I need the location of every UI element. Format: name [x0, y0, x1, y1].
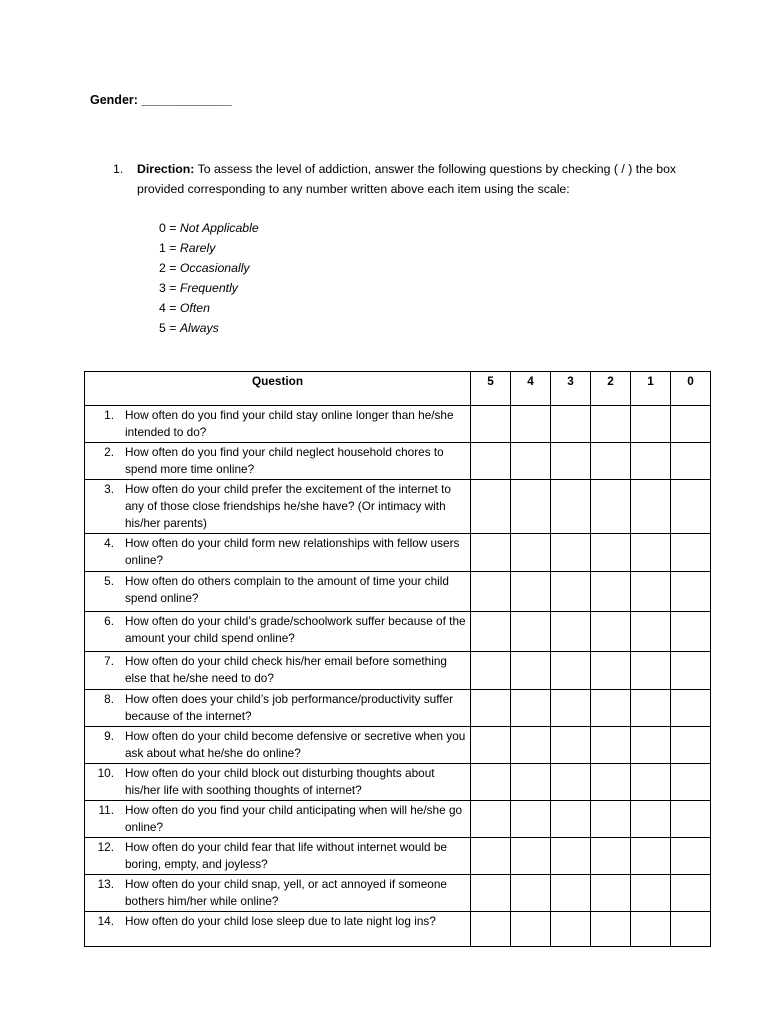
answer-box-3[interactable] [551, 727, 591, 764]
table-header-row [85, 372, 711, 406]
question-cell [85, 534, 471, 572]
question-cell [85, 572, 471, 612]
question-cell [85, 652, 471, 690]
rating-scale [159, 218, 259, 338]
question-number: 8. [104, 692, 114, 706]
answer-box-5[interactable] [471, 764, 511, 801]
answer-box-5[interactable] [471, 727, 511, 764]
answer-box-2[interactable] [591, 652, 631, 690]
scale-label: Frequently [179, 281, 238, 295]
question-text: How often do your child lose sleep due to late night log ins? [125, 914, 436, 928]
answer-box-5[interactable] [471, 838, 511, 875]
answer-box-2[interactable] [591, 912, 631, 947]
scale-item [159, 298, 259, 318]
answer-box-0[interactable] [671, 801, 711, 838]
scale-item [159, 218, 259, 238]
answer-box-3[interactable] [551, 690, 591, 727]
answer-box-1[interactable] [631, 912, 671, 947]
answer-box-4[interactable] [511, 690, 551, 727]
scale-label: Often [179, 301, 210, 315]
question-number: 11. [98, 803, 114, 817]
answer-box-0[interactable] [671, 480, 711, 534]
gender-field [90, 93, 232, 107]
question-cell [85, 875, 471, 912]
direction-number: 1. [113, 162, 124, 176]
question-text: How often does your child’s job performance/productivity suffer because of the internet? [125, 692, 454, 723]
question-cell [85, 912, 471, 947]
answer-box-4[interactable] [511, 406, 551, 443]
direction-lead: Direction: [137, 162, 195, 176]
question-cell [85, 801, 471, 838]
question-number: 7. [104, 654, 114, 668]
table-row [85, 534, 711, 572]
question-text: How often do your child block out disturbing thoughts about his/her life with soothing thoughts of internet? [125, 766, 435, 797]
answer-box-3[interactable] [551, 652, 591, 690]
answer-box-0[interactable] [671, 764, 711, 801]
question-number: 12. [97, 840, 114, 854]
answer-box-1[interactable] [631, 838, 671, 875]
direction-block [113, 159, 683, 199]
answer-box-4[interactable] [511, 572, 551, 612]
scale-label: Always [179, 321, 219, 335]
answer-box-5[interactable] [471, 801, 511, 838]
answer-box-5[interactable] [471, 534, 511, 572]
question-cell [85, 690, 471, 727]
answer-box-2[interactable] [591, 690, 631, 727]
scale-label: Rarely [179, 241, 216, 255]
question-cell [85, 443, 471, 480]
gender-blank[interactable]: _____________ [141, 93, 232, 107]
question-text: How often do your child snap, yell, or act annoyed if someone bothers him/her while online? [125, 877, 447, 908]
header-1: 1 [631, 372, 671, 406]
answer-box-3[interactable] [551, 764, 591, 801]
table-row [85, 727, 711, 764]
answer-box-1[interactable] [631, 690, 671, 727]
question-text: How often do you find your child stay online longer than he/she intended to do? [125, 408, 454, 439]
answer-box-1[interactable] [631, 652, 671, 690]
answer-box-0[interactable] [671, 727, 711, 764]
answer-box-0[interactable] [671, 690, 711, 727]
answer-box-0[interactable] [671, 912, 711, 947]
answer-box-3[interactable] [551, 912, 591, 947]
answer-box-1[interactable] [631, 727, 671, 764]
question-text: How often do your child prefer the excitement of the internet to any of those close friendships he/she have? (Or intimacy with his/her parents) [125, 482, 451, 530]
scale-item [159, 278, 259, 298]
table-row [85, 406, 711, 443]
scale-value: 3 = [159, 281, 180, 295]
answer-box-2[interactable] [591, 838, 631, 875]
question-number: 4. [104, 536, 114, 550]
answer-box-4[interactable] [511, 534, 551, 572]
answer-box-5[interactable] [471, 443, 511, 480]
answer-box-0[interactable] [671, 572, 711, 612]
question-text: How often do your child form new relationships with fellow users online? [125, 536, 460, 567]
answer-box-4[interactable] [511, 443, 551, 480]
answer-box-3[interactable] [551, 838, 591, 875]
question-cell [85, 612, 471, 652]
answer-box-5[interactable] [471, 406, 511, 443]
table-row [85, 480, 711, 534]
answer-box-2[interactable] [591, 875, 631, 912]
question-number: 9. [104, 729, 114, 743]
answer-box-3[interactable] [551, 406, 591, 443]
answer-box-4[interactable] [511, 612, 551, 652]
answer-box-3[interactable] [551, 443, 591, 480]
table-row [85, 912, 711, 947]
table-row [85, 838, 711, 875]
answer-box-4[interactable] [511, 875, 551, 912]
question-number: 3. [104, 482, 114, 496]
answer-box-4[interactable] [511, 838, 551, 875]
answer-box-4[interactable] [511, 912, 551, 947]
answer-box-1[interactable] [631, 801, 671, 838]
question-cell [85, 406, 471, 443]
question-number: 10. [97, 766, 114, 780]
answer-box-2[interactable] [591, 534, 631, 572]
header-2: 2 [591, 372, 631, 406]
scale-value: 2 = [159, 261, 180, 275]
answer-box-2[interactable] [591, 764, 631, 801]
table-row [85, 764, 711, 801]
question-cell [85, 838, 471, 875]
answer-box-0[interactable] [671, 875, 711, 912]
question-text: How often do your child check his/her email before something else that he/she need to do? [125, 654, 447, 685]
question-text: How often do you find your child anticipating when will he/she go online? [125, 803, 463, 834]
question-text: How often do your child’s grade/schoolwork suffer because of the amount your child spend online? [125, 614, 466, 645]
answer-box-0[interactable] [671, 406, 711, 443]
answer-box-5[interactable] [471, 572, 511, 612]
answer-box-5[interactable] [471, 612, 511, 652]
table-row [85, 801, 711, 838]
header-5: 5 [471, 372, 511, 406]
answer-box-0[interactable] [671, 838, 711, 875]
scale-item [159, 318, 259, 338]
answer-box-2[interactable] [591, 572, 631, 612]
header-0: 0 [671, 372, 711, 406]
table-row [85, 572, 711, 612]
question-number: 13. [97, 877, 114, 891]
answer-box-4[interactable] [511, 764, 551, 801]
question-text: How often do you find your child neglect household chores to spend more time online? [125, 445, 444, 476]
scale-value: 5 = [159, 321, 180, 335]
answer-box-1[interactable] [631, 406, 671, 443]
answer-box-4[interactable] [511, 480, 551, 534]
answer-box-1[interactable] [631, 534, 671, 572]
answer-box-4[interactable] [511, 727, 551, 764]
question-cell [85, 727, 471, 764]
answer-box-0[interactable] [671, 443, 711, 480]
answer-box-1[interactable] [631, 764, 671, 801]
answer-box-5[interactable] [471, 912, 511, 947]
direction-body: To assess the level of addiction, answer the following questions by checking ( / ) the box provided corresponding to any number written above each item using the scale: [137, 162, 677, 196]
answer-box-2[interactable] [591, 443, 631, 480]
answer-box-2[interactable] [591, 406, 631, 443]
answer-box-0[interactable] [671, 534, 711, 572]
question-text: How often do your child fear that life without internet would be boring, empty, and joyless? [125, 840, 447, 871]
table-row [85, 612, 711, 652]
question-number: 14. [97, 914, 114, 928]
scale-item [159, 258, 259, 278]
question-number: 2. [104, 445, 114, 459]
answer-box-2[interactable] [591, 801, 631, 838]
header-3: 3 [551, 372, 591, 406]
scale-item [159, 238, 259, 258]
question-table [84, 371, 711, 947]
scale-label: Not Applicable [179, 221, 259, 235]
answer-box-2[interactable] [591, 612, 631, 652]
table-row [85, 652, 711, 690]
answer-box-4[interactable] [511, 652, 551, 690]
question-text: How often do others complain to the amount of time your child spend online? [125, 574, 449, 605]
answer-box-3[interactable] [551, 480, 591, 534]
question-number: 5. [104, 574, 114, 588]
answer-box-4[interactable] [511, 801, 551, 838]
answer-box-5[interactable] [471, 875, 511, 912]
answer-box-1[interactable] [631, 443, 671, 480]
answer-box-3[interactable] [551, 612, 591, 652]
header-4: 4 [511, 372, 551, 406]
scale-value: 1 = [159, 241, 180, 255]
answer-box-2[interactable] [591, 480, 631, 534]
answer-box-3[interactable] [551, 875, 591, 912]
answer-box-0[interactable] [671, 612, 711, 652]
gender-label: Gender: [90, 93, 142, 107]
question-number: 1. [104, 408, 114, 422]
answer-box-3[interactable] [551, 801, 591, 838]
answer-box-3[interactable] [551, 572, 591, 612]
question-text: How often do your child become defensive or secretive when you ask about what he/she do online? [125, 729, 466, 760]
answer-box-2[interactable] [591, 727, 631, 764]
answer-box-1[interactable] [631, 875, 671, 912]
scale-label: Occasionally [179, 261, 250, 275]
answer-box-1[interactable] [631, 612, 671, 652]
answer-box-5[interactable] [471, 652, 511, 690]
answer-box-1[interactable] [631, 572, 671, 612]
answer-box-3[interactable] [551, 534, 591, 572]
table-row [85, 875, 711, 912]
answer-box-0[interactable] [671, 652, 711, 690]
table-row [85, 690, 711, 727]
question-cell [85, 764, 471, 801]
question-number: 6. [104, 614, 114, 628]
answer-box-5[interactable] [471, 690, 511, 727]
header-question: Question [85, 372, 471, 406]
answer-box-1[interactable] [631, 480, 671, 534]
answer-box-5[interactable] [471, 480, 511, 534]
table-row [85, 443, 711, 480]
scale-value: 0 = [159, 221, 180, 235]
direction-text [137, 159, 683, 199]
question-cell [85, 480, 471, 534]
scale-value: 4 = [159, 301, 180, 315]
